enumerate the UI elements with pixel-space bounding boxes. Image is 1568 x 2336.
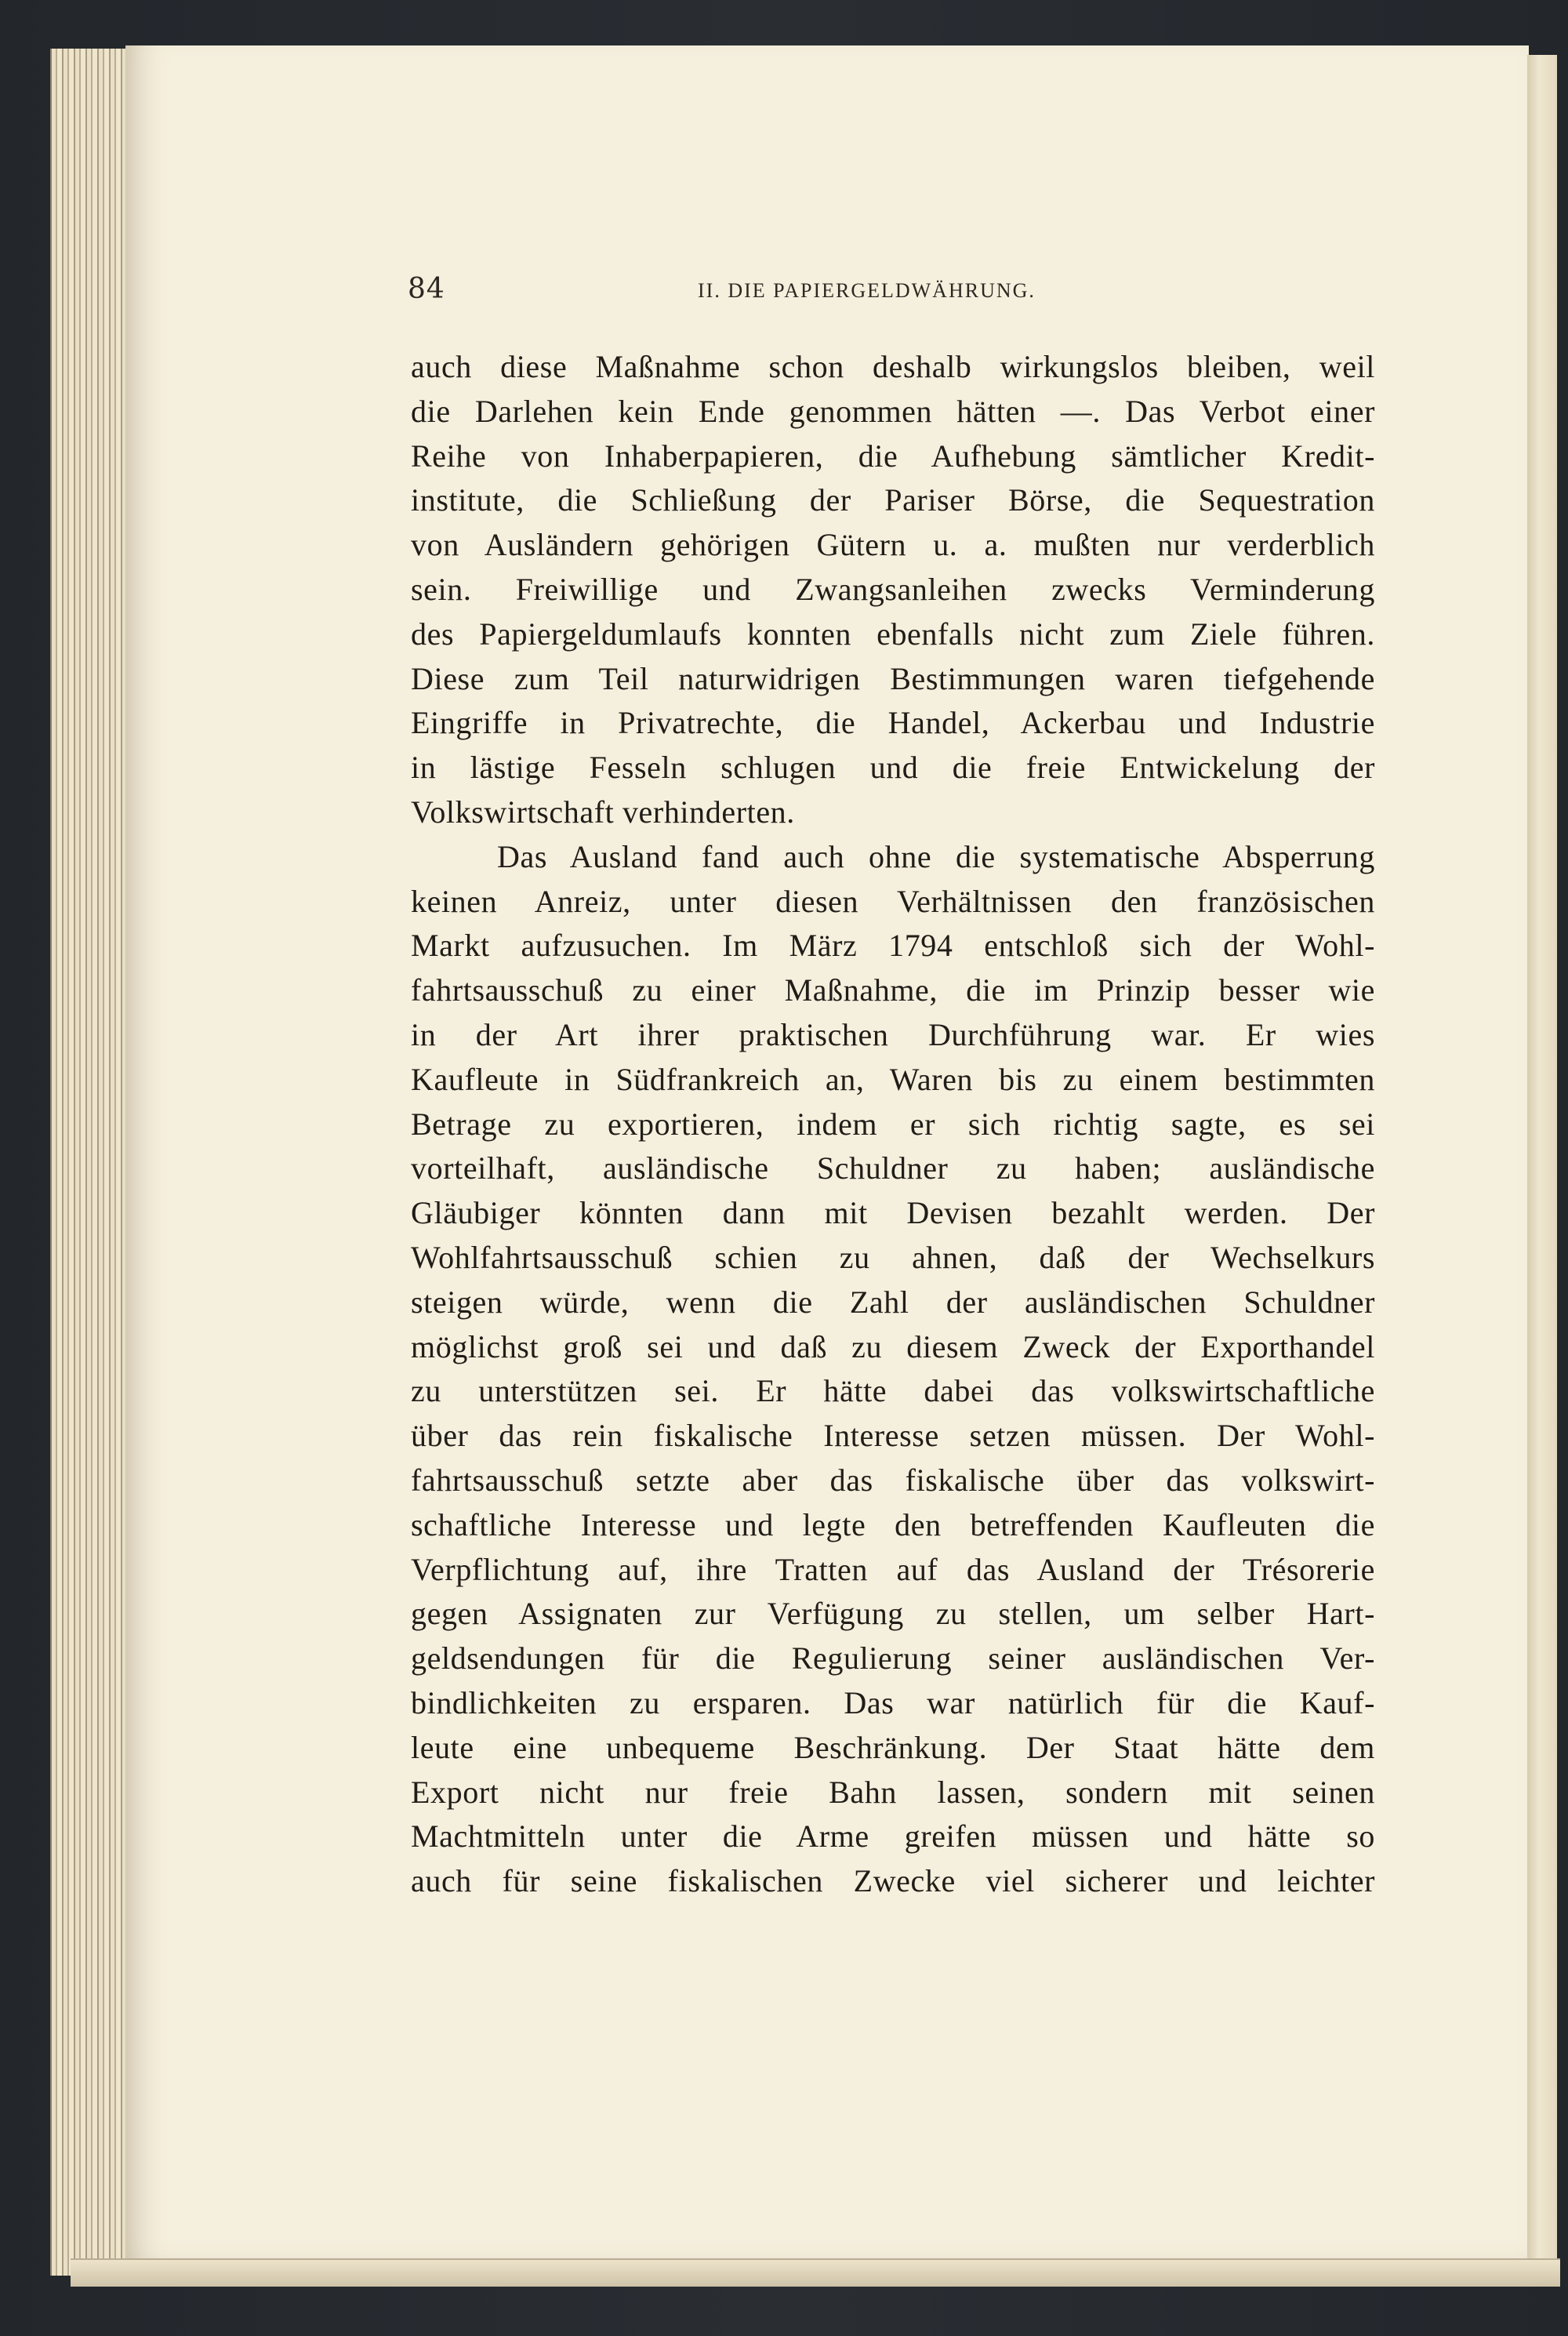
text-line: Diese zum Teil naturwidrigen Bestimmungen waren tiefgehende xyxy=(411,660,1375,696)
text-line: Gläubiger könnten dann mit Devisen bezahlt werden. Der xyxy=(411,1195,1375,1231)
text-line: zu unterstützen sei. Er hätte dabei das volkswirtschaftliche xyxy=(411,1373,1375,1409)
text-line: keinen Anreiz, unter diesen Verhältnissen den französischen xyxy=(411,883,1375,919)
text-line: über das rein fiskalische Interesse setzen müssen. Der Wohl- xyxy=(411,1418,1375,1454)
paragraph-start-line: Das Ausland fand auch ohne die systematische Absperrung xyxy=(497,838,1375,874)
text-line: schaftliche Interesse und legte den betreffenden Kaufleuten die xyxy=(411,1506,1375,1542)
text-line: möglichst groß sei und daß zu diesem Zweck der Exporthandel xyxy=(411,1328,1375,1364)
text-line: bindlichkeiten zu ersparen. Das war natürlich für die Kauf- xyxy=(411,1684,1375,1720)
text-line: in der Art ihrer praktischen Durchführung war. Er wies xyxy=(411,1016,1375,1052)
text-line: Volkswirtschaft verhinderten. xyxy=(411,794,795,830)
page-number: 84 xyxy=(408,273,445,305)
text-line: des Papiergeldumlaufs konnten ebenfalls nicht zum Ziele führen. xyxy=(411,616,1375,652)
text-line: auch diese Maßnahme schon deshalb wirkungslos bleiben, weil xyxy=(411,349,1375,384)
text-line: Betrage zu exportieren, indem er sich richtig sagte, es sei xyxy=(411,1106,1375,1142)
text-line: Export nicht nur freie Bahn lassen, sondern mit seinen xyxy=(411,1774,1375,1810)
chapter-title: II. DIE PAPIERGELDWÄHRUNG. xyxy=(698,279,1036,302)
text-line: geldsendungen für die Regulierung seiner ausländischen Ver- xyxy=(411,1640,1375,1677)
text-line: sein. Freiwillige und Zwangsanleihen zwecks Verminderung xyxy=(411,571,1375,607)
text-line: von Ausländern gehörigen Gütern u. a. mußten nur verderblich xyxy=(411,527,1375,563)
text-line: Wohlfahrtsausschuß schien zu ahnen, daß der Wechselkurs xyxy=(411,1239,1375,1275)
text-line: steigen würde, wenn die Zahl der ausländischen Schuldner xyxy=(411,1284,1375,1320)
text-line: auch für seine fiskalischen Zwecke viel sicherer und leichter xyxy=(411,1863,1375,1899)
text-line: Machtmitteln unter die Arme greifen müssen und hätte so xyxy=(411,1818,1375,1855)
text-line: institute, die Schließung der Pariser Börse, die Sequestration xyxy=(411,482,1375,518)
text-line: die Darlehen kein Ende genommen hätten —. Das Verbot einer xyxy=(411,393,1375,429)
text-line: gegen Assignaten zur Verfügung zu stellen, um selber Hart- xyxy=(411,1596,1375,1632)
text-line: vorteilhaft, ausländische Schuldner zu haben; ausländische xyxy=(411,1150,1375,1186)
text-line: Eingriffe in Privatrechte, die Handel, Ackerbau und Industrie xyxy=(411,705,1375,741)
text-line: Verpflichtung auf, ihre Tratten auf das Ausland der Trésorerie xyxy=(411,1551,1375,1587)
page-bottom-edge xyxy=(71,2258,1560,2287)
text-line: Markt aufzusuchen. Im März 1794 entschloß sich der Wohl- xyxy=(411,928,1375,964)
page-right-edge xyxy=(1527,55,1557,2274)
text-line: leute eine unbequeme Beschränkung. Der Staat hätte dem xyxy=(411,1729,1375,1765)
text-line: in lästige Fesseln schlugen und die freie Entwickelung der xyxy=(411,750,1375,786)
text-line: fahrtsausschuß zu einer Maßnahme, die im Prinzip besser wie xyxy=(411,972,1375,1008)
text-line: Kaufleute in Südfrankreich an, Waren bis zu einem bestimmten xyxy=(411,1061,1375,1097)
text-line: Reihe von Inhaberpapieren, die Aufhebung sämtlicher Kredit- xyxy=(411,438,1375,474)
body-text xyxy=(411,345,1375,1904)
text-line: fahrtsausschuß setzte aber das fiskalische über das volkswirt- xyxy=(411,1462,1375,1498)
